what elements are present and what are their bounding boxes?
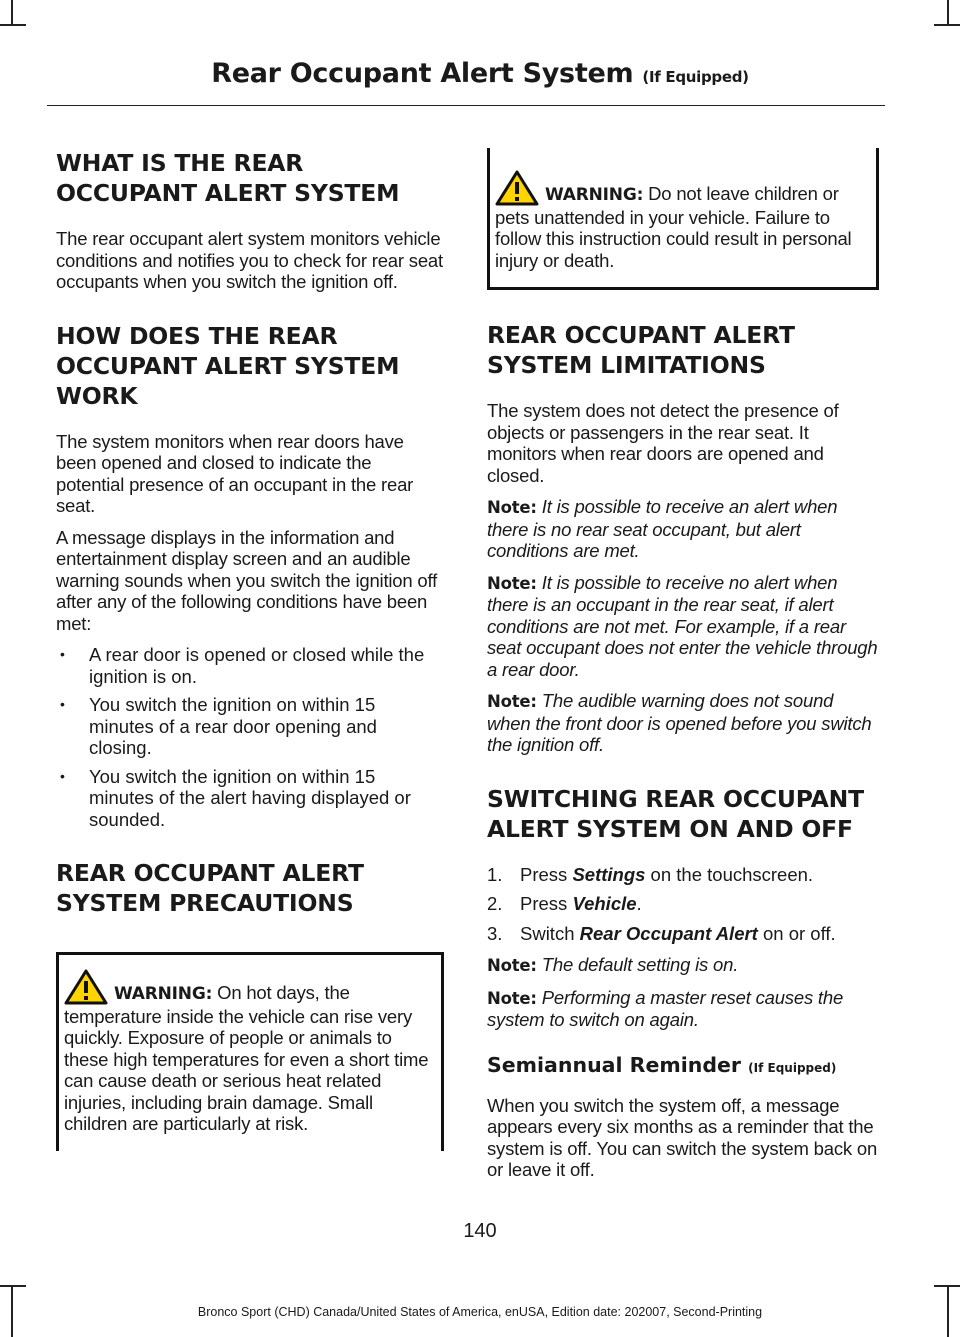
note: Note: It is possible to receive no alert when there is an occupant in the rear seat, if alert conditions are not met. For example, if a rear seat occupant does not enter the vehicle through a rear door. [487, 571, 878, 680]
condition-list [56, 644, 444, 830]
paragraph: The rear occupant alert system monitors vehicle conditions and notifies you to check for rear seat occupants when you switch the ignition off. [56, 228, 443, 292]
header-title-suffix: (If Equipped) [642, 68, 749, 86]
note: Note: The default setting is on. [487, 954, 739, 975]
page-header-title [0, 58, 960, 89]
warning-label: WARNING: [545, 185, 644, 205]
warning-triangle-icon [64, 969, 108, 1005]
paragraph: A message displays in the information and entertainment display screen and an audible warning sounds when you switch the ignition off after any of the following conditions have been met: [56, 526, 438, 634]
warning-text: Do not leave children or pets unattended in your vehicle. Failure to follow this instruction could result in personal injury or death. [495, 183, 852, 271]
section-heading-precautions: REAR OCCUPANT ALERT SYSTEM PRECAUTIONS [56, 859, 364, 917]
warning-triangle-icon [495, 170, 539, 206]
step-item: 1. Press Settings on the touchscreen. [487, 863, 814, 885]
paragraph: The system does not detect the presence of objects or passengers in the rear seat. It monitors when rear doors are opened and closed. [487, 400, 839, 486]
section-heading-how-it-works: HOW DOES THE REAR OCCUPANT ALERT SYSTEM WORK [56, 321, 400, 410]
note: Note: The audible warning does not sound when the front door is opened before you switch the ignition off. [487, 690, 872, 755]
edition-footer: Bronco Sport (CHD) Canada/United States of America, enUSA, Edition date: 202007, Second-Printing [197, 1305, 763, 1319]
section-heading-switching: SWITCHING REAR OCCUPANT ALERT SYSTEM ON AND OFF [487, 784, 864, 843]
list-item: • You switch the ignition on within 15 minutes of a rear door opening and closing. [60, 694, 377, 758]
header-divider [47, 105, 885, 106]
step-item: 2. Press Vehicle. [487, 893, 642, 914]
note: Note: Performing a master reset causes the system to switch on again. [487, 986, 844, 1030]
steps-list [487, 864, 879, 945]
list-item: • You switch the ignition on within 15 minutes of the alert having displayed or sounded. [60, 765, 411, 830]
crop-mark [947, 0, 949, 26]
crop-mark [0, 1285, 26, 1287]
step-item: 3. Switch Rear Occupant Alert on or off. [487, 922, 836, 944]
crop-mark [0, 24, 26, 26]
left-column [56, 148, 444, 1151]
page-number: 140 [463, 1220, 497, 1242]
note: Note: It is possible to receive an alert when there is no rear seat occupant, but alert conditions are met. [487, 496, 838, 561]
warning-box-children [487, 148, 879, 290]
header-title-text: Rear Occupant Alert System [211, 58, 634, 89]
section-heading-what-is: WHAT IS THE REAR OCCUPANT ALERT SYSTEM [56, 149, 400, 207]
crop-mark [934, 24, 960, 26]
list-item: • A rear door is opened or closed while the ignition is on. [60, 644, 425, 687]
warning-box-hot-days [56, 952, 444, 1151]
crop-mark [11, 0, 13, 26]
crop-mark [934, 1285, 960, 1287]
warning-label: WARNING: [114, 984, 213, 1004]
section-heading-limitations: REAR OCCUPANT ALERT SYSTEM LIMITATIONS [487, 321, 795, 379]
subsection-heading-semiannual: Semiannual Reminder (If Equipped) [487, 1052, 837, 1077]
paragraph: The system monitors when rear doors have been opened and closed to indicate the potential presence of an occupant in the rear seat. [56, 430, 414, 516]
warning-text: On hot days, the temperature inside the vehicle can rise very quickly. Exposure of people or animals to these high temperatures for even a short time can cause death or serious heat related injuries, including brain damage. Small children are particularly at risk. [64, 982, 429, 1134]
paragraph: When you switch the system off, a message appears every six months as a reminder that the system is off. You can switch the system back on or leave it off. [487, 1094, 878, 1180]
right-column [487, 148, 879, 1191]
